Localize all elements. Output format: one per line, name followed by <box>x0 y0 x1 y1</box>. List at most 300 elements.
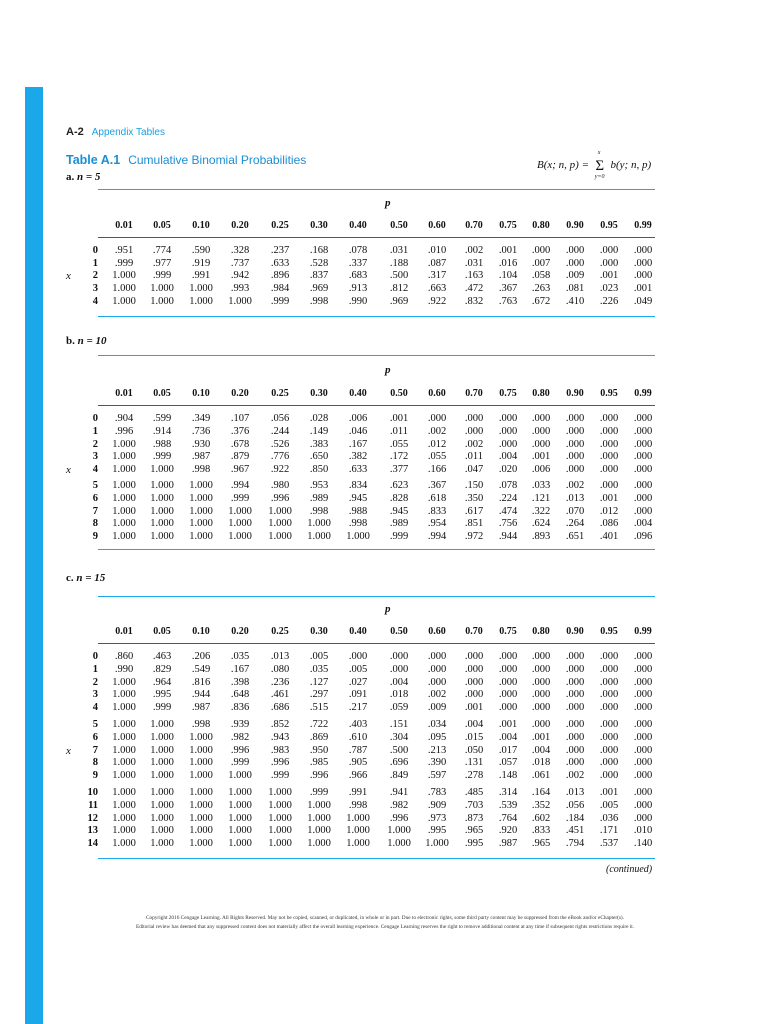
table-cell: 1.000 <box>268 518 292 530</box>
table-cell: .000 <box>565 663 585 675</box>
table-cell: .678 <box>230 438 250 450</box>
row-x-value: 0 <box>92 651 98 662</box>
table-cell: 1.000 <box>189 799 213 811</box>
table-cell: 1.000 <box>307 531 331 543</box>
table-cell: .337 <box>348 257 368 269</box>
table-cell: .000 <box>633 480 653 491</box>
table-cell: .000 <box>599 757 619 769</box>
table-cell: 1.000 <box>112 295 136 307</box>
table-cell: .983 <box>270 744 290 756</box>
table-cell: .148 <box>498 770 518 782</box>
table-cell: .035 <box>230 651 250 662</box>
row-x-value: 6 <box>92 492 98 504</box>
table-cell: 1.000 <box>307 812 331 824</box>
table-cell: .000 <box>633 492 653 504</box>
table-cell: .001 <box>599 787 619 798</box>
table-cell: .990 <box>348 295 368 307</box>
table-cell: .000 <box>565 731 585 743</box>
table-cell: .000 <box>531 651 551 662</box>
table-cell: .000 <box>464 689 484 701</box>
table-cell: 1.000 <box>150 531 174 543</box>
table-cell: .096 <box>633 531 653 543</box>
table-cell: .000 <box>565 651 585 662</box>
table-cell: .985 <box>309 757 329 769</box>
table-cell: .322 <box>531 505 551 517</box>
table-cell: 1.000 <box>268 812 292 824</box>
table-cell: .966 <box>348 770 368 782</box>
section-n: n = 15 <box>76 572 106 584</box>
table-cell: 1.000 <box>150 719 174 730</box>
table-cell: .217 <box>348 702 368 714</box>
table-cell: .993 <box>230 283 250 295</box>
table-cell: .000 <box>565 719 585 730</box>
table-cell: .852 <box>270 719 290 730</box>
table-cell: 1.000 <box>189 283 213 295</box>
table-cell: .972 <box>464 531 484 543</box>
table-cell: 1.000 <box>150 505 174 517</box>
table-bottom-rule <box>98 858 655 859</box>
table-cell: .000 <box>464 425 484 437</box>
table-cell: .783 <box>427 787 447 798</box>
table-cell: 1.000 <box>150 825 174 837</box>
table-cell: .953 <box>309 480 329 491</box>
table-cell: .005 <box>599 799 619 811</box>
table-cell: 1.000 <box>112 719 136 730</box>
table-cell: .879 <box>230 451 250 463</box>
table-cell: .011 <box>390 425 408 437</box>
section-label <box>66 171 100 183</box>
table-cell: .672 <box>531 295 551 307</box>
table-cell: .000 <box>464 651 484 662</box>
table-cell: .703 <box>464 799 484 811</box>
table-cell: .000 <box>565 744 585 756</box>
table-cell: .028 <box>309 413 329 424</box>
table-cell: .001 <box>498 245 518 256</box>
p-header-cell: 0.01 <box>115 220 133 231</box>
table-cell: 1.000 <box>112 505 136 517</box>
copyright-notice <box>90 914 680 932</box>
table-cell: .056 <box>565 799 585 811</box>
table-cell: .774 <box>152 245 172 256</box>
table-cell: .151 <box>389 719 409 730</box>
table-cell: 1.000 <box>268 825 292 837</box>
x-axis-label: x <box>66 744 71 757</box>
table-cell: .004 <box>389 676 409 688</box>
table-cell: .000 <box>565 757 585 769</box>
table-cell: .973 <box>427 812 447 824</box>
table-cell: .988 <box>348 505 368 517</box>
table-cell: .834 <box>348 480 368 491</box>
table-cell: .080 <box>270 663 290 675</box>
table-cell: .996 <box>114 425 134 437</box>
table-cell: .982 <box>389 799 409 811</box>
p-header-cell: 0.90 <box>566 626 584 637</box>
table-cell: 1.000 <box>112 812 136 824</box>
table-cell: 1.000 <box>112 480 136 491</box>
p-header-cell: 0.90 <box>566 388 584 399</box>
table-cell: .000 <box>531 663 551 675</box>
table-cell: .000 <box>633 245 653 256</box>
table-cell: .224 <box>498 492 518 504</box>
table-cell: .002 <box>565 480 585 491</box>
table-cell: .945 <box>389 505 409 517</box>
p-header-cell: 0.80 <box>532 220 550 231</box>
table-cell: .004 <box>464 719 484 730</box>
table-cell: .168 <box>309 245 329 256</box>
table-cell: 1.000 <box>150 518 174 530</box>
table-cell: .000 <box>633 731 653 743</box>
table-cell: .624 <box>531 518 551 530</box>
table-cell: .000 <box>565 413 585 424</box>
p-header-cell: 0.10 <box>192 220 210 231</box>
table-cell: 1.000 <box>189 295 213 307</box>
table-cell: .005 <box>348 663 368 675</box>
table-cell: .166 <box>427 464 447 476</box>
p-axis-label: p <box>385 364 391 376</box>
table-cell: 1.000 <box>189 480 213 491</box>
section-n: n = 5 <box>77 171 101 183</box>
table-cell: .000 <box>565 257 585 269</box>
table-cell: .020 <box>498 464 518 476</box>
table-cell: .000 <box>633 257 653 269</box>
table-cell: .000 <box>498 425 518 437</box>
x-axis-label: x <box>66 464 71 477</box>
p-header-cell: 0.99 <box>634 220 652 231</box>
table-cell: .000 <box>633 505 653 517</box>
p-header-cell: 0.60 <box>428 388 446 399</box>
table-cell: 1.000 <box>425 838 449 850</box>
table-cell: .969 <box>389 295 409 307</box>
table-cell: .869 <box>309 731 329 743</box>
table-cell: .140 <box>633 838 653 850</box>
table-cell: .091 <box>348 689 368 701</box>
table-cell: .994 <box>230 480 250 491</box>
table-cell: 1.000 <box>112 702 136 714</box>
p-header-cell: 0.25 <box>271 626 289 637</box>
table-cell: .722 <box>309 719 329 730</box>
table-cell: .017 <box>498 744 518 756</box>
table-cell: .000 <box>565 438 585 450</box>
table-cell: .000 <box>531 702 551 714</box>
table-cell: .000 <box>633 799 653 811</box>
table-cell: .000 <box>464 413 484 424</box>
table-cell: .172 <box>389 451 409 463</box>
table-cell: .922 <box>427 295 447 307</box>
table-cell: .023 <box>599 283 619 295</box>
table-cell: .549 <box>191 663 211 675</box>
table-cell: .004 <box>531 744 551 756</box>
table-cell: .537 <box>599 838 619 850</box>
p-header-cell: 0.30 <box>310 388 328 399</box>
section-label <box>66 572 105 584</box>
table-cell: .999 <box>230 492 250 504</box>
row-x-value: 3 <box>92 689 98 701</box>
table-cell: .999 <box>389 531 409 543</box>
table-cell: .000 <box>427 413 447 424</box>
p-header-cell: 0.20 <box>231 388 249 399</box>
p-header-cell: 0.75 <box>499 220 517 231</box>
table-cell: .047 <box>464 464 484 476</box>
table-cell: 1.000 <box>150 283 174 295</box>
row-x-value: 2 <box>92 676 98 688</box>
p-header-cell: 0.20 <box>231 220 249 231</box>
table-cell: 1.000 <box>112 283 136 295</box>
table-cell: .352 <box>531 799 551 811</box>
p-axis-label: p <box>385 197 391 209</box>
p-header-cell: 0.20 <box>231 626 249 637</box>
table-top-rule <box>98 596 655 597</box>
table-cell: .000 <box>427 663 447 675</box>
p-header-cell: 0.70 <box>465 626 483 637</box>
table-cell: .623 <box>389 480 409 491</box>
table-cell: 1.000 <box>150 295 174 307</box>
table-cell: .000 <box>498 689 518 701</box>
table-cell: 1.000 <box>150 799 174 811</box>
table-cell: 1.000 <box>228 825 252 837</box>
p-header-cell: 0.60 <box>428 626 446 637</box>
p-header-cell: 0.50 <box>390 626 408 637</box>
row-x-value: 5 <box>92 719 98 730</box>
table-cell: .001 <box>599 492 619 504</box>
table-cell: .167 <box>348 438 368 450</box>
table-cell: 1.000 <box>112 438 136 450</box>
table-cell: .304 <box>389 731 409 743</box>
cumulative-formula <box>537 150 652 180</box>
table-cell: .686 <box>270 702 290 714</box>
table-cell: .463 <box>152 651 172 662</box>
table-cell: 1.000 <box>268 531 292 543</box>
x-axis-label: x <box>66 270 71 283</box>
table-cell: 1.000 <box>112 451 136 463</box>
table-cell: .012 <box>599 505 619 517</box>
table-cell: .000 <box>599 438 619 450</box>
table-cell: 1.000 <box>387 825 411 837</box>
row-x-value: 6 <box>92 731 98 743</box>
table-cell: .081 <box>565 283 585 295</box>
table-cell: .401 <box>599 531 619 543</box>
table-cell: .920 <box>498 825 518 837</box>
copyright-line-2: Editorial review has deemed that any suppressed content does not materially affect the overall learning experience. Cengage Learning reserves the right to remove additional content at any time if subsequent rights restrictions require it. <box>135 924 635 930</box>
section-name: Appendix Tables <box>91 127 165 138</box>
row-x-value: 4 <box>92 464 98 476</box>
table-cell: .000 <box>599 257 619 269</box>
table-cell: .244 <box>270 425 290 437</box>
table-cell: .001 <box>599 270 619 282</box>
table-cell: .002 <box>565 770 585 782</box>
table-cell: .000 <box>531 438 551 450</box>
table-cell: .987 <box>191 451 211 463</box>
row-x-value: 9 <box>92 770 98 782</box>
table-cell: .633 <box>348 464 368 476</box>
table-cell: 1.000 <box>189 731 213 743</box>
table-cell: .461 <box>270 689 290 701</box>
table-cell: .000 <box>633 719 653 730</box>
table-cell: 1.000 <box>268 838 292 850</box>
table-cell: .367 <box>427 480 447 491</box>
table-cell: .000 <box>633 651 653 662</box>
row-x-value: 8 <box>92 518 98 530</box>
table-bottom-rule <box>98 549 655 550</box>
table-cell: .264 <box>565 518 585 530</box>
table-cell: .236 <box>270 676 290 688</box>
page-header <box>66 126 165 138</box>
table-cell: .350 <box>464 492 484 504</box>
table-cell: .764 <box>498 812 518 824</box>
table-cell: .648 <box>230 689 250 701</box>
header-rule <box>98 237 655 238</box>
table-cell: .164 <box>531 787 551 798</box>
table-cell: .121 <box>531 492 551 504</box>
table-cell: .833 <box>531 825 551 837</box>
table-cell: .539 <box>498 799 518 811</box>
p-header-cell: 0.70 <box>465 220 483 231</box>
table-cell: .078 <box>348 245 368 256</box>
continued-note: (continued) <box>606 864 653 875</box>
table-cell: .945 <box>348 492 368 504</box>
table-cell: .002 <box>464 245 484 256</box>
table-cell: .850 <box>309 464 329 476</box>
table-cell: .914 <box>152 425 172 437</box>
table-cell: 1.000 <box>189 757 213 769</box>
table-cell: .056 <box>270 413 290 424</box>
table-cell: .833 <box>427 505 447 517</box>
table-cell: .000 <box>599 744 619 756</box>
table-cell: .171 <box>599 825 619 837</box>
table-cell: .000 <box>599 731 619 743</box>
table-cell: .995 <box>152 689 172 701</box>
table-cell: .965 <box>464 825 484 837</box>
row-x-value: 7 <box>92 744 98 756</box>
table-cell: .086 <box>599 518 619 530</box>
table-cell: .941 <box>389 787 409 798</box>
table-cell: .602 <box>531 812 551 824</box>
table-cell: .001 <box>389 413 409 424</box>
table-cell: .599 <box>152 413 172 424</box>
table-cell: .756 <box>498 518 518 530</box>
table-cell: 1.000 <box>112 731 136 743</box>
table-cell: .996 <box>230 744 250 756</box>
table-cell: 1.000 <box>228 295 252 307</box>
table-cell: .995 <box>427 825 447 837</box>
table-cell: .149 <box>309 425 329 437</box>
header-rule <box>98 405 655 406</box>
row-x-value: 7 <box>92 505 98 517</box>
row-x-value: 8 <box>92 757 98 769</box>
table-cell: .006 <box>348 413 368 424</box>
row-x-value: 1 <box>92 663 98 675</box>
table-cell: .006 <box>531 464 551 476</box>
table-cell: .000 <box>599 413 619 424</box>
table-cell: .896 <box>270 270 290 282</box>
table-cell: .943 <box>270 731 290 743</box>
table-cell: .001 <box>633 283 653 295</box>
table-cell: 1.000 <box>307 825 331 837</box>
table-cell: .998 <box>309 295 329 307</box>
table-cell: .328 <box>230 245 250 256</box>
table-cell: .377 <box>389 464 409 476</box>
table-cell: .027 <box>348 676 368 688</box>
p-header-cell: 0.75 <box>499 626 517 637</box>
table-cell: .009 <box>565 270 585 282</box>
table-cell: .996 <box>309 770 329 782</box>
p-header-cell: 0.05 <box>153 220 171 231</box>
table-cell: 1.000 <box>112 531 136 543</box>
row-x-value: 11 <box>88 799 98 811</box>
table-cell: 1.000 <box>112 787 136 798</box>
table-cell: .836 <box>230 702 250 714</box>
p-header-cell: 0.25 <box>271 388 289 399</box>
table-cell: .163 <box>464 270 484 282</box>
table-cell: .367 <box>498 283 518 295</box>
table-cell: .049 <box>633 295 653 307</box>
row-x-value: 13 <box>87 825 98 837</box>
formula-rhs: b(y; n, p) <box>610 159 652 171</box>
p-header-cell: 0.10 <box>192 388 210 399</box>
table-cell: 1.000 <box>150 492 174 504</box>
table-cell: 1.000 <box>189 505 213 517</box>
table-cell: .000 <box>633 757 653 769</box>
table-cell: .951 <box>114 245 134 256</box>
table-cell: .919 <box>191 257 211 269</box>
p-header-cell: 0.99 <box>634 626 652 637</box>
table-cell: .651 <box>565 531 585 543</box>
table-cell: .058 <box>531 270 551 282</box>
table-cell: 1.000 <box>228 505 252 517</box>
table-cell: 1.000 <box>150 744 174 756</box>
table-cell: .000 <box>498 438 518 450</box>
table-cell: .991 <box>348 787 368 798</box>
table-cell: .349 <box>191 413 211 424</box>
table-cell: .390 <box>427 757 447 769</box>
table-cell: .000 <box>599 770 619 782</box>
row-x-value: 0 <box>92 413 98 424</box>
table-cell: .000 <box>599 480 619 491</box>
table-cell: .500 <box>389 270 409 282</box>
table-cell: .001 <box>531 731 551 743</box>
table-cell: .000 <box>599 425 619 437</box>
table-cell: 1.000 <box>112 838 136 850</box>
p-header-cell: 0.10 <box>192 626 210 637</box>
table-cell: .982 <box>230 731 250 743</box>
table-cell: .010 <box>633 825 653 837</box>
table-cell: .485 <box>464 787 484 798</box>
table-cell: .410 <box>565 295 585 307</box>
table-label: Table A.1 <box>66 153 121 167</box>
p-header-cell: 0.95 <box>600 388 618 399</box>
table-cell: .213 <box>427 744 447 756</box>
p-header-cell: 0.95 <box>600 220 618 231</box>
row-x-value: 2 <box>92 438 98 450</box>
table-cell: .000 <box>565 676 585 688</box>
table-cell: 1.000 <box>150 770 174 782</box>
table-cell: .015 <box>464 731 484 743</box>
table-cell: .000 <box>633 464 653 476</box>
table-cell: .061 <box>531 770 551 782</box>
table-cell: .528 <box>309 257 329 269</box>
p-header-cell: 0.40 <box>349 220 367 231</box>
table-cell: .188 <box>389 257 409 269</box>
table-cell: .000 <box>599 451 619 463</box>
row-x-value: 9 <box>92 531 98 543</box>
table-cell: .000 <box>633 812 653 824</box>
table-cell: .787 <box>348 744 368 756</box>
table-cell: 1.000 <box>268 799 292 811</box>
table-cell: .167 <box>230 663 250 675</box>
table-cell: .314 <box>498 787 518 798</box>
table-cell: .095 <box>427 731 447 743</box>
table-cell: .950 <box>309 744 329 756</box>
table-cell: 1.000 <box>228 787 252 798</box>
